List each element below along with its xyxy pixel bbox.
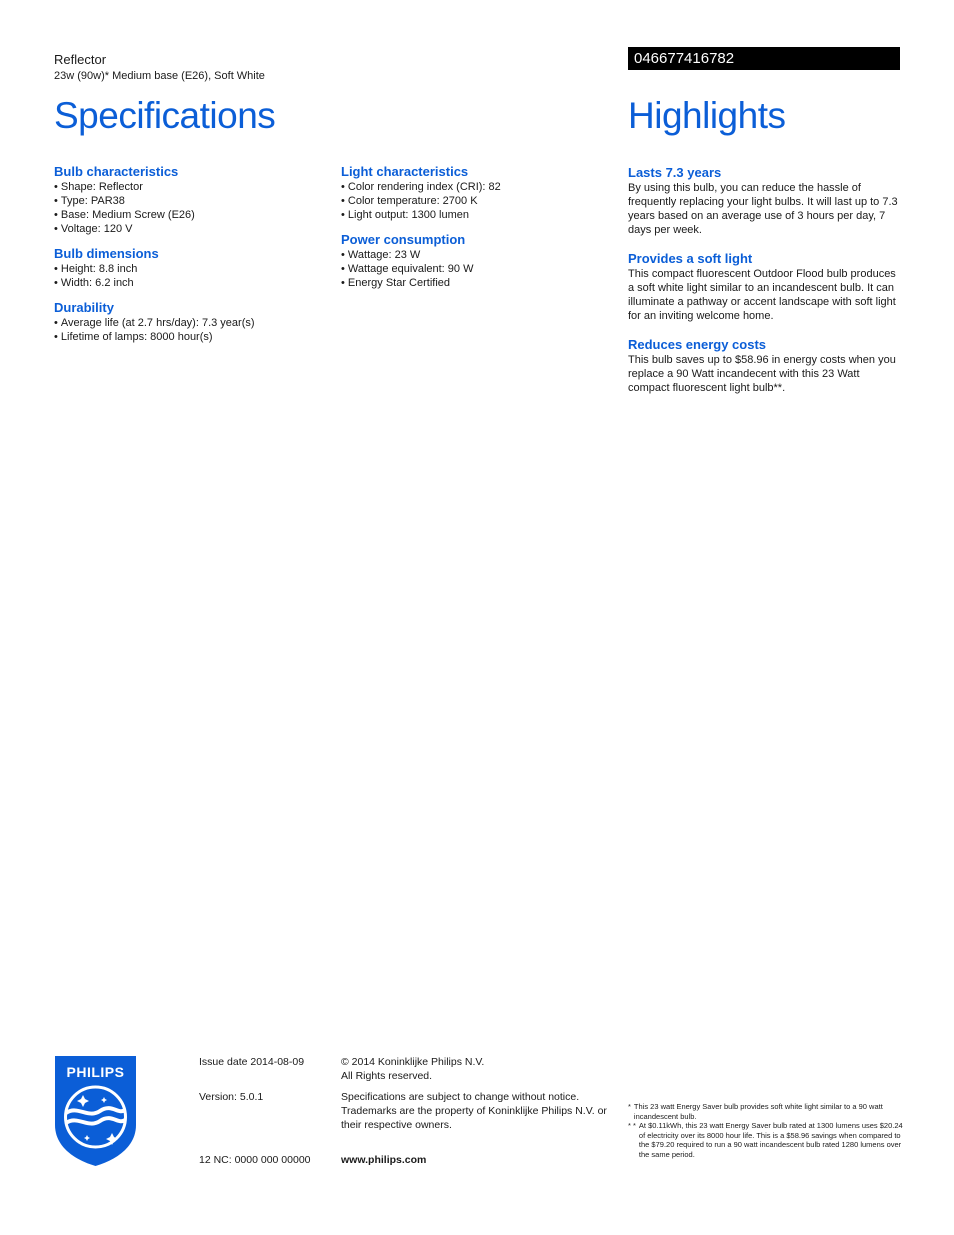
highlight-text: By using this bulb, you can reduce the hassle of frequently replacing your light bulbs. It will last up to 7.3 years based on an average use of 3 hours per day, 7 days per week. xyxy=(628,182,898,236)
footnote xyxy=(628,1102,903,1121)
highlight-heading: Reduces energy costs xyxy=(628,337,767,352)
spec-heading: Power consumption xyxy=(341,232,466,247)
spec-item: • Height: 8.8 inch xyxy=(54,262,324,276)
highlights-title: Highlights xyxy=(628,95,786,136)
footnote-mark: * xyxy=(628,1102,631,1111)
spec-item: • Width: 6.2 inch xyxy=(54,276,324,290)
issue-date: Issue date 2014-08-09 xyxy=(199,1056,305,1068)
spec-list xyxy=(54,316,324,344)
footnote xyxy=(628,1121,903,1159)
highlight-text: This bulb saves up to $58.96 in energy costs when you replace a 90 Watt incandecent with this 23 Watt compact fluorescent light bulb**. xyxy=(628,354,896,394)
highlight-soft-light xyxy=(628,251,900,323)
product-name: Reflector xyxy=(54,52,107,67)
spec-list xyxy=(341,180,611,222)
spec-item: • Type: PAR38 xyxy=(54,194,324,208)
footnote-text: At $0.11kWh, this 23 watt Energy Saver bulb rated at 1300 lumens uses $20.24 of electricity over its 8000 hour life. This is a $58.96 savings when compared to the $79.20 required to run a 90 watt incandescent bulb rated 1280 lumens over the same period. xyxy=(638,1121,903,1159)
copyright: © 2014 Koninklijke Philips N.V. xyxy=(341,1056,485,1068)
product-subtitle: 23w (90w)* Medium base (E26), Soft White xyxy=(54,70,265,82)
copyright-block xyxy=(341,1055,621,1083)
logo-brand: PHILIPS xyxy=(66,1064,125,1080)
footnotes xyxy=(628,1102,903,1159)
spec-item: • Light output: 1300 lumen xyxy=(341,208,611,222)
spec-list xyxy=(54,262,324,290)
rights: All Rights reserved. xyxy=(341,1070,433,1082)
website-link[interactable]: www.philips.com xyxy=(341,1154,427,1166)
disclaimer: Specifications are subject to change without notice. Trademarks are the property of Koninklijke Philips N.V. or their respective owners. xyxy=(341,1091,607,1131)
spec-list xyxy=(341,248,611,290)
highlight-lasts xyxy=(628,165,900,237)
nc-number: 12 NC: 0000 000 00000 xyxy=(199,1154,311,1166)
product-code-bar xyxy=(628,47,900,70)
spec-section-power-consumption xyxy=(341,232,611,290)
specs-column-middle xyxy=(341,164,611,300)
spec-list xyxy=(54,180,324,236)
highlights-column xyxy=(628,165,900,409)
spec-item: • Color rendering index (CRI): 82 xyxy=(341,180,611,194)
spec-section-bulb-dimensions xyxy=(54,246,324,290)
footnote-text: This 23 watt Energy Saver bulb provides soft white light similar to a 90 watt incandescent bulb. xyxy=(633,1102,883,1121)
philips-logo xyxy=(54,1055,137,1167)
spec-item: • Shape: Reflector xyxy=(54,180,324,194)
spec-item: • Lifetime of lamps: 8000 hour(s) xyxy=(54,330,324,344)
spec-item: • Color temperature: 2700 K xyxy=(341,194,611,208)
philips-shield-icon xyxy=(54,1055,137,1167)
highlight-heading: Lasts 7.3 years xyxy=(628,165,722,180)
version: Version: 5.0.1 xyxy=(199,1091,264,1103)
spec-heading: Bulb dimensions xyxy=(54,246,159,261)
footnote-mark: * * xyxy=(628,1121,636,1130)
spec-heading: Light characteristics xyxy=(341,164,469,179)
spec-heading: Bulb characteristics xyxy=(54,164,179,179)
spec-item: • Energy Star Certified xyxy=(341,276,611,290)
spec-item: • Wattage: 23 W xyxy=(341,248,611,262)
spec-section-light-characteristics xyxy=(341,164,611,222)
specs-column-left xyxy=(54,164,324,354)
spec-section-durability xyxy=(54,300,324,344)
spec-item: • Average life (at 2.7 hrs/day): 7.3 year(s) xyxy=(54,316,324,330)
spec-item: • Base: Medium Screw (E26) xyxy=(54,208,324,222)
spec-item: • Voltage: 120 V xyxy=(54,222,324,236)
spec-item: • Wattage equivalent: 90 W xyxy=(341,262,611,276)
product-code: 046677416782 xyxy=(634,50,735,67)
spec-heading: Durability xyxy=(54,300,114,315)
highlight-text: This compact fluorescent Outdoor Flood bulb produces a soft white light similar to an incandescent bulb. It can illuminate a pathway or accent landscape with soft light for an inviting welcome home. xyxy=(628,268,896,322)
highlight-heading: Provides a soft light xyxy=(628,251,753,266)
specifications-title: Specifications xyxy=(54,95,276,136)
highlight-energy-costs xyxy=(628,337,900,395)
spec-section-bulb-characteristics xyxy=(54,164,324,236)
